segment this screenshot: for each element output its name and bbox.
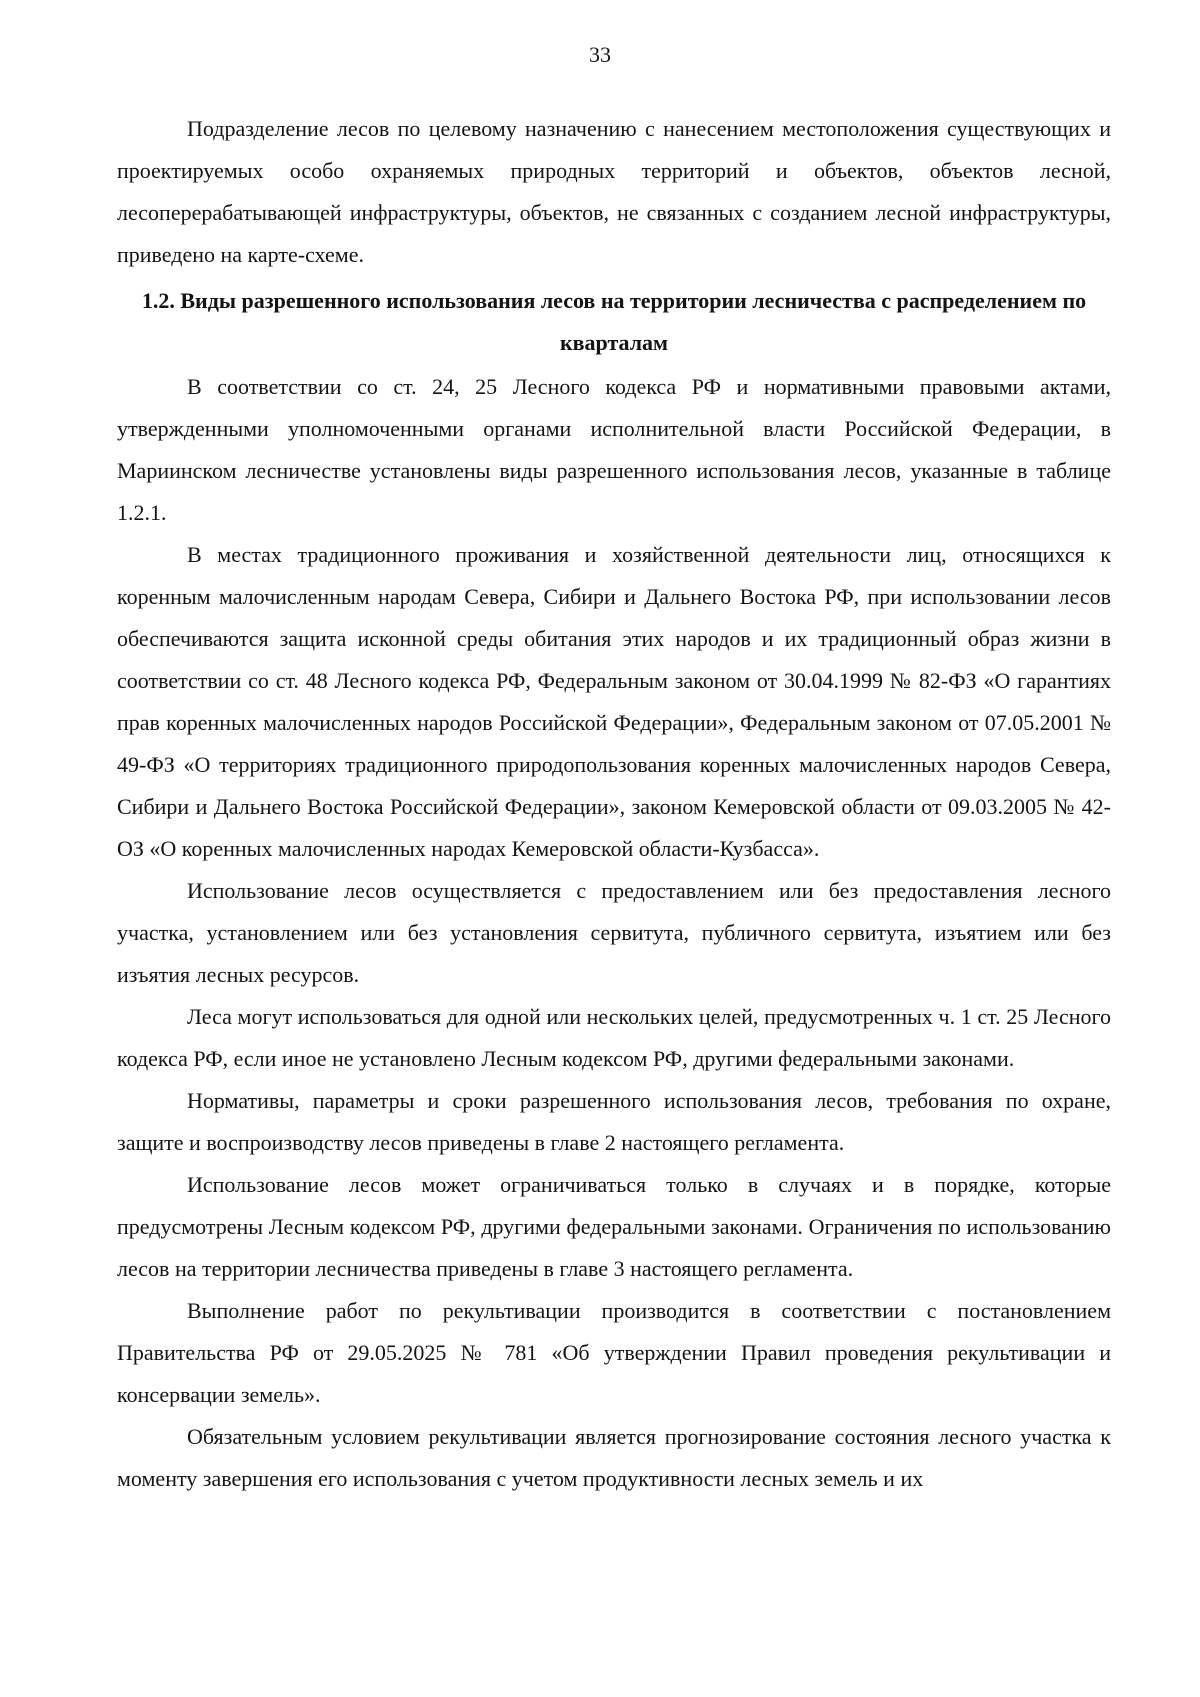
- paragraph: В местах традиционного проживания и хозяйственной деятельности лиц, относящихся к коренным малочисленным народам Севера, Сибири и Дальнего Востока РФ, при использовании лесов обеспечиваются защита исконной среды обитания этих народов и их традиционный образ жизни в соответствии со ст. 48 Лесного кодекса РФ, Федеральным законом от 30.04.1999 № 82-ФЗ «О гарантиях прав коренных малочисленных народов Российской Федерации», Федеральным законом от 07.05.2001 № 49-ФЗ «О территориях традиционного природопользования коренных малочисленных народов Севера, Сибири и Дальнего Востока Российской Федерации», законом Кемеровской области от 09.03.2005 № 42-ОЗ «О коренных малочисленных народах Кемеровской области-Кузбасса».: [117, 542, 1111, 861]
- paragraph: Подразделение лесов по целевому назначению с нанесением местоположения существующих и проектируемых особо охраняемых природных территорий и объектов, объектов лесной, лесоперерабатывающей инфраструктуры, объектов, не связанных с созданием лесной инфраструктуры, приведено на карте-схеме.: [117, 116, 1111, 267]
- paragraph: В соответствии со ст. 24, 25 Лесного кодекса РФ и нормативными правовыми актами, утвержденными уполномоченными органами исполнительной власти Российской Федерации, в Мариинском лесничестве установлены виды разрешенного использования лесов, указанные в таблице 1.2.1.: [117, 374, 1111, 525]
- page-body: [117, 108, 1111, 1500]
- paragraph: Использование лесов может ограничиваться только в случаях и в порядке, которые предусмотрены Лесным кодексом РФ, другими федеральными законами. Ограничения по использованию лесов на территории лесничества приведены в главе 3 настоящего регламента.: [117, 1172, 1111, 1281]
- paragraph: Обязательным условием рекультивации является прогнозирование состояния лесного участка к моменту завершения его использования с учетом продуктивности лесных земель и их: [117, 1424, 1111, 1491]
- paragraph: Леса могут использоваться для одной или нескольких целей, предусмотренных ч. 1 ст. 25 Лесного кодекса РФ, если иное не установлено Лесным кодексом РФ, другими федеральными законами.: [117, 1004, 1111, 1071]
- page-number: 33: [589, 42, 611, 67]
- paragraph: Нормативы, параметры и сроки разрешенного использования лесов, требования по охране, защите и воспроизводству лесов приведены в главе 2 настоящего регламента.: [117, 1088, 1111, 1155]
- section-heading: 1.2. Виды разрешенного использования лесов на территории лесничества с распределением по кварталам: [141, 288, 1087, 355]
- paragraph: Использование лесов осуществляется с предоставлением или без предоставления лесного участка, установлением или без установления сервитута, публичного сервитута, изъятием или без изъятия лесных ресурсов.: [117, 878, 1111, 987]
- paragraph: Выполнение работ по рекультивации производится в соответствии с постановлением Правительства РФ от 29.05.2025 № 781 «Об утверждении Правил проведения рекультивации и консервации земель».: [117, 1298, 1111, 1407]
